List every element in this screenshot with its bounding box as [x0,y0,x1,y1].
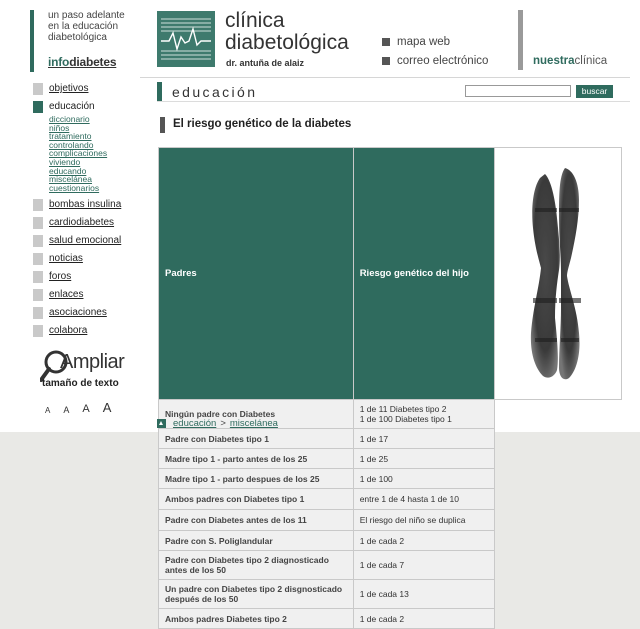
tagline-line: en la educación [48,21,119,32]
cell-padres: Madre tipo 1 - parto antes de los 25 [159,449,354,469]
submenu-item-ninos[interactable]: niños [49,122,70,133]
cell-riesgo: 1 de 100 [353,469,494,489]
square-bullet-icon [382,38,390,46]
brand-left [30,10,126,72]
cell-riesgo: entre 1 de 4 hasta 1 de 10 [353,489,494,510]
breadcrumb-separator: > [220,418,226,429]
sidebar-item-enlaces[interactable]: enlaces [33,288,128,303]
section-marker [157,82,162,101]
font-size-small-button[interactable]: A [45,406,51,415]
sidebar-item-foros[interactable]: foros [33,270,128,285]
breadcrumb-educacion[interactable]: educación [173,418,217,429]
nuestra-clinica-link[interactable] [533,55,607,67]
table-header-padres: Padres [159,148,354,400]
sidebar-item-noticias[interactable]: noticias [33,252,128,267]
cell-padres: Padre con S. Poliglandular [159,531,354,551]
cell-padres: Un padre con Diabetes tipo 2 disgnosticado después de los 50 [159,580,354,609]
content-divider [157,101,630,102]
submenu-item-tratamiento[interactable]: tratamiento [49,131,92,142]
chromosome-cell [495,148,622,400]
tagline-line: diabetológica [48,32,107,43]
sidebar-item-objetivos[interactable]: objetivos [33,82,128,97]
cell-padres: Padre con Diabetes tipo 2 diagnosticado antes de los 50 [159,551,354,580]
logo-part-info: info [48,55,70,69]
sidebar-item-colabora[interactable]: colabora [33,324,128,339]
search-button[interactable]: buscar [576,85,613,98]
font-size-xlarge-button[interactable]: A [102,400,112,415]
up-arrow-icon[interactable] [157,419,166,428]
cell-padres: Ambos padres con Diabetes tipo 1 [159,489,354,510]
table-row [159,580,622,609]
cell-riesgo-line: 1 de 100 Diabetes tipo 1 [359,414,452,424]
header-divider [140,77,630,78]
sitemap-link[interactable] [382,36,450,48]
cell-riesgo: 1 de cada 7 [353,551,494,580]
table-row [159,510,622,531]
table-row [159,551,622,580]
sidebar-item-salud-emocional[interactable]: salud emocional [33,234,128,249]
submenu-item-viviendo[interactable]: viviendo [49,156,81,167]
submenu-item-cuestionarios[interactable]: cuestionarios [49,182,100,193]
square-bullet-icon [382,57,390,65]
nuestra-clinica-block [518,10,631,70]
email-link[interactable] [382,55,488,67]
cell-riesgo: 1 de 17 [353,429,494,449]
ampliar-label: Ampliar [60,351,125,373]
nuestra-label: nuestra [533,55,575,67]
section-title: educación [172,84,258,100]
submenu-item-educando[interactable]: educando [49,165,87,176]
logo-part-diabetes: diabetes [69,55,117,69]
font-size-large-button[interactable]: A [82,403,90,415]
table-row [159,531,622,551]
tagline-line: un paso adelante [48,10,125,21]
cell-riesgo: El riesgo del niño se duplica [353,510,494,531]
ecg-icon [157,11,215,67]
tagline [48,10,126,43]
chromosome-image [495,148,619,396]
cell-padres: Padre con Diabetes tipo 1 [159,429,354,449]
table-header-riesgo: Riesgo genético del hijo [353,148,494,400]
submenu-item-controlando[interactable]: controlando [49,139,94,150]
sidebar-item-educacion[interactable]: educación [33,100,128,115]
cell-padres: Padre con Diabetes antes de los 11 [159,510,354,531]
cell-riesgo: 1 de cada 2 [353,609,494,629]
table-row [159,489,622,510]
text-size-label: tamaño de texto [42,378,119,389]
sidebar-item-cardiodiabetes[interactable]: cardiodiabetes [33,216,128,231]
risk-table [158,147,622,629]
article-marker [160,117,165,133]
email-label: correo electrónico [397,55,489,67]
clinic-logo-graphic [157,11,215,67]
sitemap-label: mapa web [397,36,451,48]
educacion-submenu [33,115,128,192]
sidebar-nav [33,82,128,339]
submenu-item-complicaciones[interactable]: complicaciones [49,148,108,159]
table-row [159,609,622,629]
submenu-item-miscelanea[interactable]: miscelánea [49,174,92,185]
infodiabetes-logo-link[interactable] [48,55,116,69]
clinic-title-line: diabetológica [225,31,349,54]
clinic-title-link[interactable] [225,10,349,54]
font-size-medium-button[interactable]: A [63,405,70,415]
cell-riesgo: 1 de 25 [353,449,494,469]
cell-riesgo: 1 de cada 2 [353,531,494,551]
clinic-subtitle: dr. antuña de alaiz [226,58,305,68]
clinic-title-line: clínica [225,9,285,32]
table-row [159,469,622,489]
table-row [159,449,622,469]
cell-padres: Ambos padres Diabetes tipo 2 [159,609,354,629]
sidebar-item-bombas-insulina[interactable]: bombas insulina [33,198,128,213]
breadcrumb-miscelanea[interactable]: miscelánea [229,418,278,429]
article-title: El riesgo genético de la diabetes [173,118,352,130]
sidebar-item-asociaciones[interactable]: asociaciones [33,306,128,321]
breadcrumb [157,418,278,429]
font-size-options [45,400,120,415]
cell-padres: Ningún padre con Diabetes [159,400,354,429]
clinica-label: clínica [574,55,608,67]
search-input[interactable] [465,85,571,97]
cell-riesgo [353,400,494,429]
text-size-widget [40,350,140,390]
cell-riesgo-line: 1 de 11 Diabetes tipo 2 [359,404,447,414]
cell-padres: Madre tipo 1 - parto despues de los 25 [159,469,354,489]
submenu-item-diccionario[interactable]: diccionario [49,114,90,124]
cell-riesgo: 1 de cada 13 [353,580,494,609]
